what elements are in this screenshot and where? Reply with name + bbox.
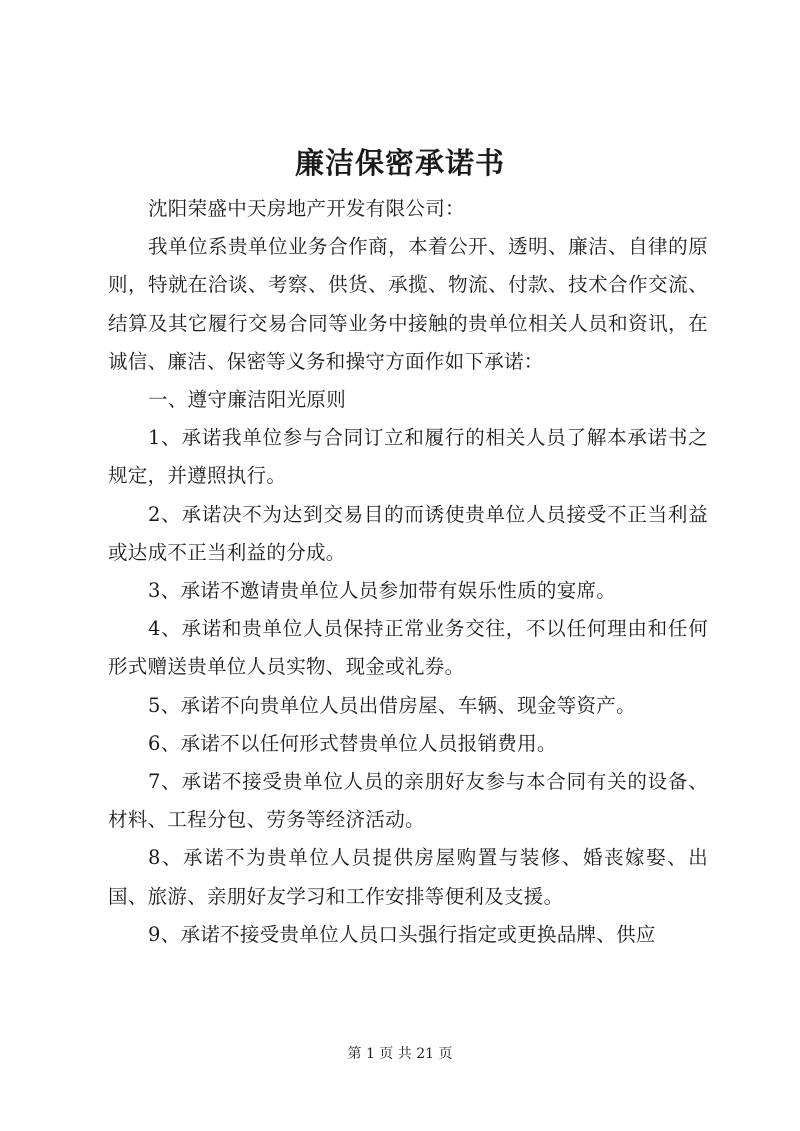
salutation: 沈阳荣盛中天房地产开发有限公司： (148, 197, 465, 220)
document-body (108, 190, 708, 954)
clause-6: 6、承诺不以任何形式替贵单位人员报销费用。 (148, 731, 557, 755)
section-heading: 一、遵守廉洁阳光原则 (148, 388, 347, 412)
page-footer: 第 1 页 共 21 页 (347, 1046, 453, 1062)
clause-1: 1、承诺我单位参与合同订立和履行的相关人员了解本承诺书之规定，并遵照执行。 (108, 426, 708, 488)
clause-9: 9、承诺不接受贵单位人员口头强行指定或更换品牌、供应 (148, 922, 656, 946)
clause-7: 7、承诺不接受贵单位人员的亲朋好友参与本合同有关的设备、材料、工程分包、劳务等经济活动。 (108, 770, 708, 832)
clause-5: 5、承诺不向贵单位人员出借房屋、车辆、现金等资产。 (148, 693, 636, 717)
clause-3: 3、承诺不邀请贵单位人员参加带有娱乐性质的宴席。 (148, 579, 617, 603)
clause-4: 4、承诺和贵单位人员保持正常业务交往，不以任何理由和任何形式赠送贵单位人员实物、现金或礼券。 (108, 617, 708, 679)
document-title: 廉洁保密承诺书 (294, 146, 505, 180)
clause-2: 2、承诺决不为达到交易目的而诱使贵单位人员接受不正当利益或达成不正当利益的分成。 (108, 502, 708, 564)
clause-8: 8、承诺不为贵单位人员提供房屋购置与装修、婚丧嫁娶、出国、旅游、亲朋好友学习和工作安排等便利及支援。 (108, 846, 708, 908)
paragraph-intro: 我单位系贵单位业务合作商，本着公开、透明、廉洁、自律的原则，特就在洽谈、考察、供货、承揽、物流、付款、技术合作交流、结算及其它履行交易合同等业务中接触的贵单位相关人员和资讯，在诚信、廉洁、保密等义务和操守方面作如下承诺： (108, 235, 708, 373)
